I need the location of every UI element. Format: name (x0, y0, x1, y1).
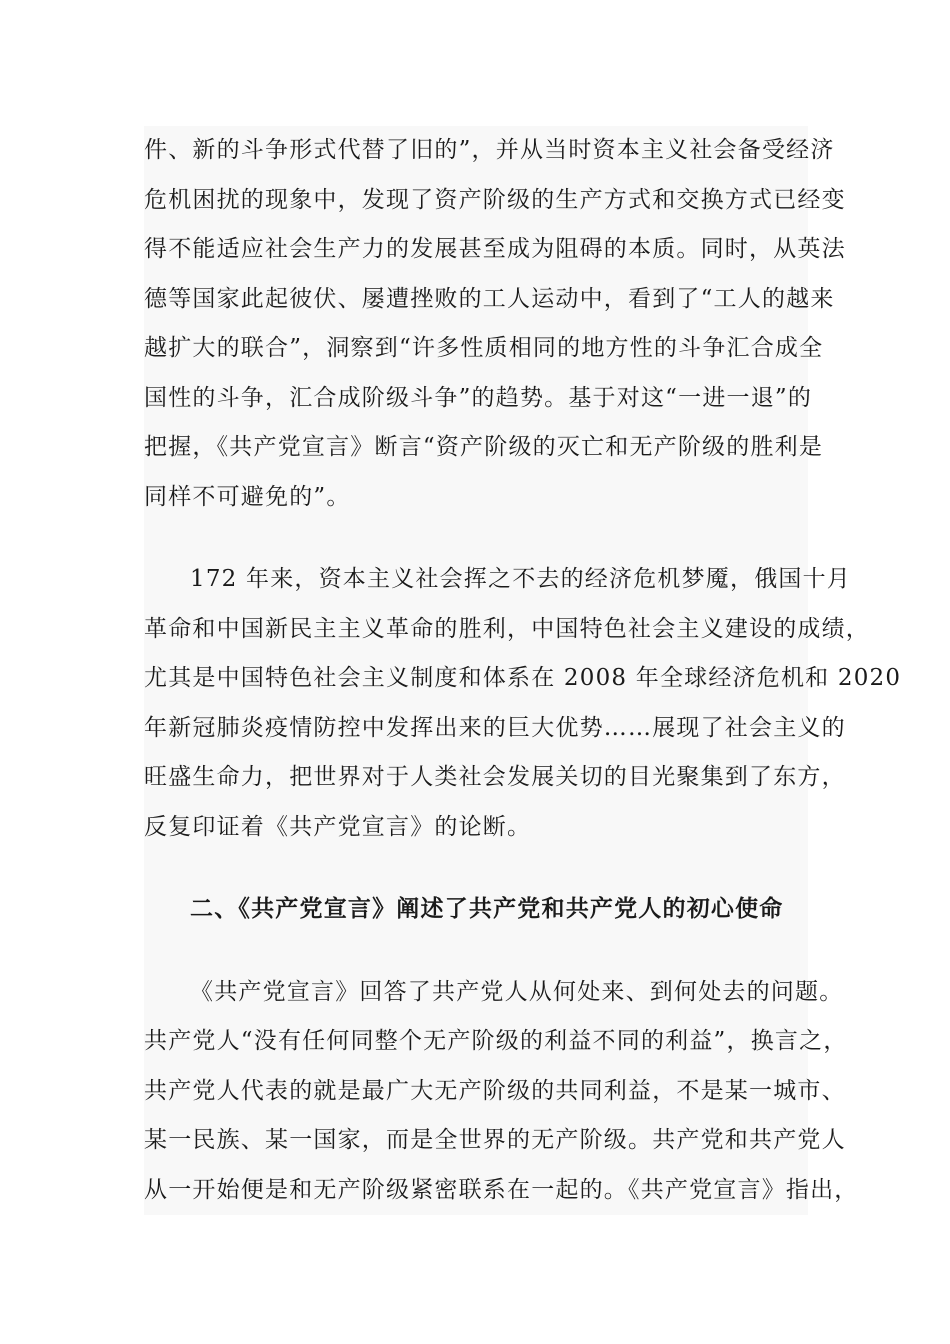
text-line: 《共产党宣言》回答了共产党人从何处来、到何处去的问题。 (190, 978, 844, 1005)
text-line: 同样不可避免的”。 (144, 483, 351, 510)
paragraph-gap (144, 852, 808, 885)
paragraph-1 (144, 126, 846, 522)
text-line: 把握，《共产党宣言》断言“资产阶级的灭亡和无产阶级的胜利是 (144, 434, 824, 460)
text-line: 尤其是中国特色社会主义制度和体系在 2008 年全球经济危机和 2020 (144, 665, 902, 691)
paragraph-gap (144, 935, 808, 968)
text-line: 国性的斗争，汇合成阶级斗争”的趋势。基于对这“一进一退”的 (144, 384, 813, 411)
text-line: 年新冠肺炎疫情防控中发挥出来的巨大优势……展现了社会主义的 (144, 714, 846, 741)
text-line: 某一民族、某一国家，而是全世界的无产阶级。共产党和共产党人 (144, 1127, 846, 1153)
text-line: 危机困扰的现象中，发现了资产阶级的生产方式和交换方式已经变 (144, 186, 846, 213)
text-line: 旺盛生命力，把世界对于人类社会发展关切的目光聚集到了东方， (144, 764, 846, 790)
text-line: 172 年来，资本主义社会挥之不去的经济危机梦魇，俄国十月 (190, 566, 852, 592)
document-body (144, 126, 902, 1215)
text-line: 共产党人“没有任何同整个无产阶级的利益不同的利益”，换言之， (144, 1028, 848, 1054)
paragraph-2 (144, 555, 902, 852)
text-line: 德等国家此起彼伏、屡遭挫败的工人运动中，看到了“工人的越来 (144, 285, 835, 312)
text-line: 共产党人代表的就是最广大无产阶级的共同利益，不是某一城市、 (144, 1077, 846, 1104)
text-line: 越扩大的联合”，洞察到“许多性质相同的地方性的斗争汇合成全 (144, 335, 824, 361)
text-line: 件、新的斗争形式代替了旧的”，并从当时资本主义社会备受经济 (144, 137, 835, 163)
text-line: 得不能适应社会生产力的发展甚至成为阻碍的本质。同时，从英法 (144, 236, 846, 262)
paragraph-gap (144, 522, 808, 555)
text-line: 革命和中国新民主主义革命的胜利，中国特色社会主义建设的成绩， (144, 615, 870, 642)
text-line: 反复印证着《共产党宣言》的论断。 (144, 813, 532, 840)
text-line: 从一开始便是和无产阶级紧密联系在一起的。《共产党宣言》指出， (144, 1176, 859, 1203)
section-heading: 二、《共产党宣言》阐述了共产党和共产党人的初心使命 (190, 896, 784, 922)
paragraph-3 (144, 968, 859, 1216)
